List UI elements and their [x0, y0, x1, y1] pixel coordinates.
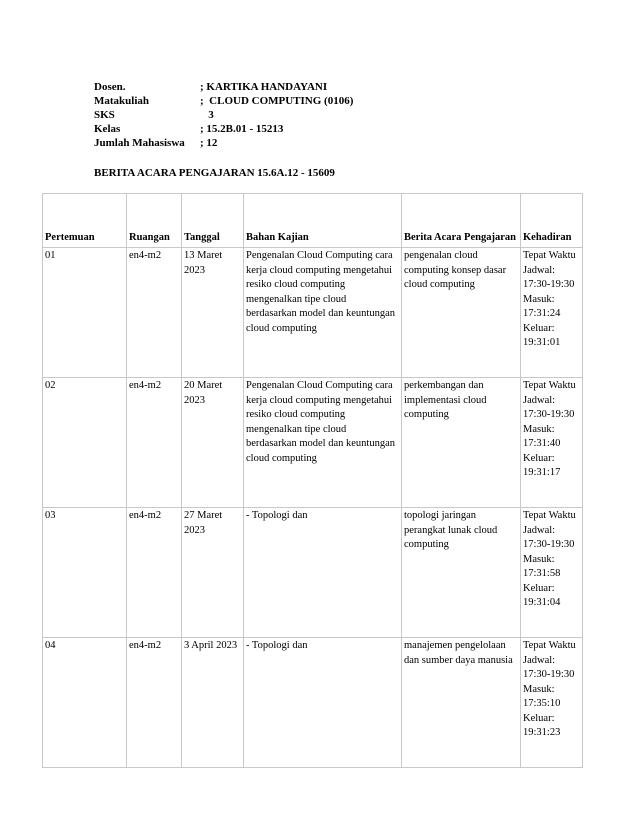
- cell-bahan-kajian: Pengenalan Cloud Computing cara kerja cloud computing mengetahui resiko cloud computing mengenalkan tipe cloud berdasarkan model dan keuntungan cloud computing: [244, 248, 402, 378]
- document-title: BERITA ACARA PENGAJARAN 15.6A.12 - 15609: [94, 167, 335, 179]
- cell-bahan-kajian: - Topologi dan: [244, 638, 402, 768]
- cell-berita-acara: topologi jaringan perangkat lunak cloud computing: [402, 508, 521, 638]
- cell-tanggal: 20 Maret 2023: [182, 378, 244, 508]
- cell-berita-acara: manajemen pengelolaan dan sumber daya manusia: [402, 638, 521, 768]
- cell-tanggal: 13 Maret 2023: [182, 248, 244, 378]
- info-value: ; CLOUD COMPUTING (0106): [200, 95, 354, 107]
- cell-bahan-kajian: Pengenalan Cloud Computing cara kerja cloud computing mengetahui resiko cloud computing mengenalkan tipe cloud berdasarkan model dan keuntungan cloud computing: [244, 378, 402, 508]
- info-label: SKS: [94, 109, 115, 121]
- info-row-jumlah-mahasiswa: [94, 136, 353, 150]
- cell-berita-acara: perkembangan dan implementasi cloud computing: [402, 378, 521, 508]
- table-header-row: [43, 194, 583, 248]
- table-row: [43, 378, 583, 508]
- cell-ruangan: en4-m2: [127, 378, 182, 508]
- info-row-dosen: [94, 80, 353, 94]
- cell-pertemuan: 01: [43, 248, 127, 378]
- cell-pertemuan: 02: [43, 378, 127, 508]
- cell-ruangan: en4-m2: [127, 248, 182, 378]
- info-row-sks: [94, 108, 353, 122]
- cell-kehadiran: Tepat Waktu Jadwal: 17:30-19:30 Masuk: 17:31:40 Keluar: 19:31:17: [521, 378, 583, 508]
- info-label: Matakuliah: [94, 95, 150, 107]
- cell-tanggal: 3 April 2023: [182, 638, 244, 768]
- info-value: ; 15.2B.01 - 15213: [200, 123, 284, 135]
- cell-kehadiran: Tepat Waktu Jadwal: 17:30-19:30 Masuk: 17:31:24 Keluar: 19:31:01: [521, 248, 583, 378]
- cell-ruangan: en4-m2: [127, 508, 182, 638]
- info-row-kelas: [94, 122, 353, 136]
- attendance-table: [42, 193, 583, 768]
- header-pertemuan: Pertemuan: [43, 194, 127, 248]
- cell-berita-acara: pengenalan cloud computing konsep dasar cloud computing: [402, 248, 521, 378]
- cell-bahan-kajian: - Topologi dan: [244, 508, 402, 638]
- header-berita-acara: Berita Acara Pengajaran: [402, 194, 521, 248]
- info-value: ; KARTIKA HANDAYANI: [200, 81, 328, 93]
- header-tanggal: Tanggal: [182, 194, 244, 248]
- course-info: [94, 80, 353, 150]
- info-label: Kelas: [94, 123, 121, 135]
- cell-ruangan: en4-m2: [127, 638, 182, 768]
- cell-pertemuan: 04: [43, 638, 127, 768]
- header-kehadiran: Kehadiran: [521, 194, 583, 248]
- cell-pertemuan: 03: [43, 508, 127, 638]
- table-row: [43, 248, 583, 378]
- info-row-matakuliah: [94, 94, 353, 108]
- table-row: [43, 638, 583, 768]
- info-label: Jumlah Mahasiswa: [94, 137, 185, 149]
- header-bahan-kajian: Bahan Kajian: [244, 194, 402, 248]
- header-ruangan: Ruangan: [127, 194, 182, 248]
- cell-kehadiran: Tepat Waktu Jadwal: 17:30-19:30 Masuk: 17:35:10 Keluar: 19:31:23: [521, 638, 583, 768]
- table-row: [43, 508, 583, 638]
- cell-kehadiran: Tepat Waktu Jadwal: 17:30-19:30 Masuk: 17:31:58 Keluar: 19:31:04: [521, 508, 583, 638]
- info-label: Dosen.: [94, 81, 126, 93]
- info-value: 3: [200, 109, 214, 121]
- cell-tanggal: 27 Maret 2023: [182, 508, 244, 638]
- info-value: ; 12: [200, 137, 218, 149]
